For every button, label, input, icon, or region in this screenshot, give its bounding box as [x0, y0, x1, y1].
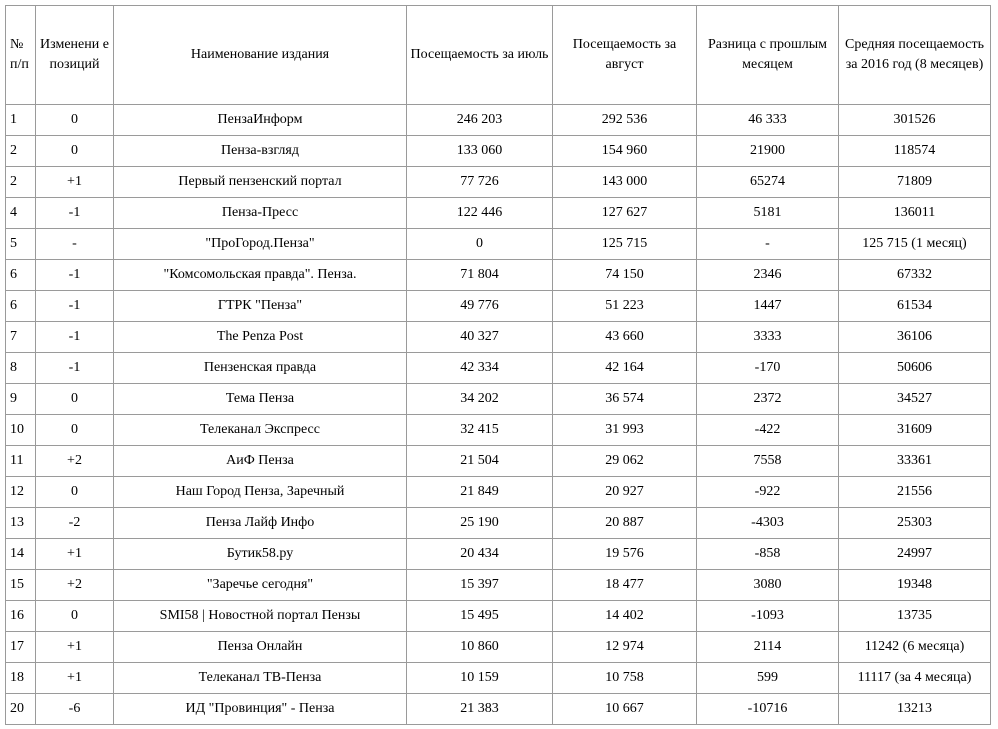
- cell-average-2016: 33361: [839, 446, 991, 477]
- table-row: [6, 198, 991, 229]
- cell-difference: -: [697, 229, 839, 260]
- cell-position-change: +1: [36, 539, 114, 570]
- cell-position-change: -: [36, 229, 114, 260]
- cell-position-change: -1: [36, 353, 114, 384]
- cell-difference: -10716: [697, 694, 839, 725]
- cell-position-change: -6: [36, 694, 114, 725]
- cell-average-2016: 36106: [839, 322, 991, 353]
- cell-visits-august: 125 715: [553, 229, 697, 260]
- table-row: [6, 322, 991, 353]
- header-visits-july: Посещаемость за июль: [407, 6, 553, 105]
- header-average-2016: Средняя посещаемость за 2016 год (8 месяцев): [839, 6, 991, 105]
- cell-difference: 3080: [697, 570, 839, 601]
- table-row: [6, 260, 991, 291]
- cell-difference: 2114: [697, 632, 839, 663]
- header-publication-name: Наименование издания: [114, 6, 407, 105]
- cell-visits-july: 49 776: [407, 291, 553, 322]
- cell-visits-july: 71 804: [407, 260, 553, 291]
- cell-publication-name: ПензаИнформ: [114, 105, 407, 136]
- cell-difference: 2372: [697, 384, 839, 415]
- cell-number: 9: [6, 384, 36, 415]
- cell-visits-july: 122 446: [407, 198, 553, 229]
- table-row: [6, 663, 991, 694]
- table-row: [6, 384, 991, 415]
- cell-visits-july: 25 190: [407, 508, 553, 539]
- cell-visits-july: 21 849: [407, 477, 553, 508]
- table-row: [6, 136, 991, 167]
- cell-position-change: -1: [36, 198, 114, 229]
- cell-difference: -170: [697, 353, 839, 384]
- ratings-table: [5, 5, 991, 725]
- cell-difference: -4303: [697, 508, 839, 539]
- table-body: [6, 105, 991, 725]
- cell-visits-july: 77 726: [407, 167, 553, 198]
- table-row: [6, 353, 991, 384]
- cell-publication-name: Первый пензенский портал: [114, 167, 407, 198]
- cell-visits-august: 143 000: [553, 167, 697, 198]
- cell-average-2016: 125 715 (1 месяц): [839, 229, 991, 260]
- cell-average-2016: 118574: [839, 136, 991, 167]
- cell-visits-july: 15 495: [407, 601, 553, 632]
- cell-difference: 7558: [697, 446, 839, 477]
- cell-visits-august: 14 402: [553, 601, 697, 632]
- cell-visits-august: 18 477: [553, 570, 697, 601]
- cell-visits-august: 12 974: [553, 632, 697, 663]
- cell-position-change: -2: [36, 508, 114, 539]
- cell-visits-july: 42 334: [407, 353, 553, 384]
- cell-publication-name: Телеканал ТВ-Пенза: [114, 663, 407, 694]
- cell-publication-name: SMI58 | Новостной портал Пензы: [114, 601, 407, 632]
- cell-number: 13: [6, 508, 36, 539]
- cell-average-2016: 19348: [839, 570, 991, 601]
- cell-publication-name: ГТРК "Пенза": [114, 291, 407, 322]
- cell-visits-july: 0: [407, 229, 553, 260]
- cell-publication-name: "Комсомольская правда". Пенза.: [114, 260, 407, 291]
- cell-publication-name: The Penza Post: [114, 322, 407, 353]
- cell-average-2016: 21556: [839, 477, 991, 508]
- cell-number: 16: [6, 601, 36, 632]
- table-row: [6, 415, 991, 446]
- cell-number: 12: [6, 477, 36, 508]
- table-row: [6, 229, 991, 260]
- cell-visits-july: 133 060: [407, 136, 553, 167]
- cell-publication-name: "Заречье сегодня": [114, 570, 407, 601]
- cell-position-change: +2: [36, 570, 114, 601]
- cell-average-2016: 25303: [839, 508, 991, 539]
- cell-number: 18: [6, 663, 36, 694]
- cell-visits-july: 10 159: [407, 663, 553, 694]
- cell-publication-name: Бутик58.ру: [114, 539, 407, 570]
- cell-number: 14: [6, 539, 36, 570]
- cell-publication-name: Тема Пенза: [114, 384, 407, 415]
- cell-visits-july: 246 203: [407, 105, 553, 136]
- cell-difference: 3333: [697, 322, 839, 353]
- cell-publication-name: Пенза Лайф Инфо: [114, 508, 407, 539]
- cell-average-2016: 11117 (за 4 месяца): [839, 663, 991, 694]
- cell-difference: 46 333: [697, 105, 839, 136]
- header-difference: Разница с прошлым месяцем: [697, 6, 839, 105]
- table-header: [6, 6, 991, 105]
- cell-publication-name: Телеканал Экспресс: [114, 415, 407, 446]
- table-row: [6, 508, 991, 539]
- cell-visits-august: 31 993: [553, 415, 697, 446]
- cell-number: 2: [6, 136, 36, 167]
- cell-position-change: 0: [36, 477, 114, 508]
- cell-visits-july: 34 202: [407, 384, 553, 415]
- cell-visits-july: 21 383: [407, 694, 553, 725]
- cell-average-2016: 301526: [839, 105, 991, 136]
- cell-average-2016: 67332: [839, 260, 991, 291]
- cell-position-change: 0: [36, 136, 114, 167]
- cell-average-2016: 61534: [839, 291, 991, 322]
- cell-publication-name: "ПроГород.Пенза": [114, 229, 407, 260]
- cell-publication-name: ИД "Провинция" - Пенза: [114, 694, 407, 725]
- cell-number: 20: [6, 694, 36, 725]
- cell-difference: 5181: [697, 198, 839, 229]
- cell-position-change: +1: [36, 663, 114, 694]
- cell-visits-august: 10 667: [553, 694, 697, 725]
- cell-number: 4: [6, 198, 36, 229]
- cell-number: 1: [6, 105, 36, 136]
- cell-position-change: 0: [36, 384, 114, 415]
- table-row: [6, 539, 991, 570]
- cell-number: 10: [6, 415, 36, 446]
- cell-average-2016: 136011: [839, 198, 991, 229]
- cell-publication-name: АиФ Пенза: [114, 446, 407, 477]
- cell-visits-july: 10 860: [407, 632, 553, 663]
- cell-visits-august: 19 576: [553, 539, 697, 570]
- cell-publication-name: Пензенская правда: [114, 353, 407, 384]
- cell-difference: 21900: [697, 136, 839, 167]
- table-row: [6, 694, 991, 725]
- cell-position-change: 0: [36, 415, 114, 446]
- cell-publication-name: Пенза-взгляд: [114, 136, 407, 167]
- cell-number: 2: [6, 167, 36, 198]
- cell-difference: 1447: [697, 291, 839, 322]
- cell-average-2016: 13735: [839, 601, 991, 632]
- cell-number: 7: [6, 322, 36, 353]
- cell-position-change: +2: [36, 446, 114, 477]
- cell-average-2016: 24997: [839, 539, 991, 570]
- cell-average-2016: 71809: [839, 167, 991, 198]
- cell-visits-august: 292 536: [553, 105, 697, 136]
- cell-difference: -922: [697, 477, 839, 508]
- table-row: [6, 167, 991, 198]
- cell-visits-august: 10 758: [553, 663, 697, 694]
- cell-visits-august: 51 223: [553, 291, 697, 322]
- cell-position-change: 0: [36, 105, 114, 136]
- cell-difference: 65274: [697, 167, 839, 198]
- cell-position-change: 0: [36, 601, 114, 632]
- cell-visits-august: 20 927: [553, 477, 697, 508]
- cell-difference: 2346: [697, 260, 839, 291]
- cell-publication-name: Пенза Онлайн: [114, 632, 407, 663]
- cell-number: 6: [6, 291, 36, 322]
- cell-average-2016: 13213: [839, 694, 991, 725]
- table-row: [6, 570, 991, 601]
- table-row: [6, 446, 991, 477]
- cell-position-change: +1: [36, 167, 114, 198]
- header-position-change: Изменени е позиций: [36, 6, 114, 105]
- cell-publication-name: Наш Город Пенза, Заречный: [114, 477, 407, 508]
- cell-visits-august: 74 150: [553, 260, 697, 291]
- table-row: [6, 105, 991, 136]
- table-row: [6, 601, 991, 632]
- cell-difference: -858: [697, 539, 839, 570]
- cell-visits-august: 127 627: [553, 198, 697, 229]
- cell-visits-july: 15 397: [407, 570, 553, 601]
- cell-number: 15: [6, 570, 36, 601]
- cell-visits-july: 20 434: [407, 539, 553, 570]
- cell-difference: 599: [697, 663, 839, 694]
- header-number: № п/п: [6, 6, 36, 105]
- cell-visits-july: 32 415: [407, 415, 553, 446]
- cell-difference: -1093: [697, 601, 839, 632]
- cell-visits-august: 29 062: [553, 446, 697, 477]
- cell-visits-august: 36 574: [553, 384, 697, 415]
- cell-number: 8: [6, 353, 36, 384]
- cell-visits-august: 20 887: [553, 508, 697, 539]
- table-row: [6, 291, 991, 322]
- cell-visits-july: 21 504: [407, 446, 553, 477]
- table-row: [6, 477, 991, 508]
- cell-average-2016: 50606: [839, 353, 991, 384]
- table-row: [6, 632, 991, 663]
- cell-visits-july: 40 327: [407, 322, 553, 353]
- cell-number: 5: [6, 229, 36, 260]
- cell-average-2016: 11242 (6 месяца): [839, 632, 991, 663]
- cell-number: 11: [6, 446, 36, 477]
- cell-position-change: -1: [36, 260, 114, 291]
- cell-position-change: -1: [36, 291, 114, 322]
- cell-position-change: +1: [36, 632, 114, 663]
- cell-visits-august: 154 960: [553, 136, 697, 167]
- header-row: [6, 6, 991, 105]
- cell-average-2016: 31609: [839, 415, 991, 446]
- cell-number: 6: [6, 260, 36, 291]
- cell-position-change: -1: [36, 322, 114, 353]
- cell-publication-name: Пенза-Пресс: [114, 198, 407, 229]
- cell-visits-august: 43 660: [553, 322, 697, 353]
- cell-number: 17: [6, 632, 36, 663]
- header-visits-august: Посещаемость за август: [553, 6, 697, 105]
- cell-average-2016: 34527: [839, 384, 991, 415]
- cell-difference: -422: [697, 415, 839, 446]
- cell-visits-august: 42 164: [553, 353, 697, 384]
